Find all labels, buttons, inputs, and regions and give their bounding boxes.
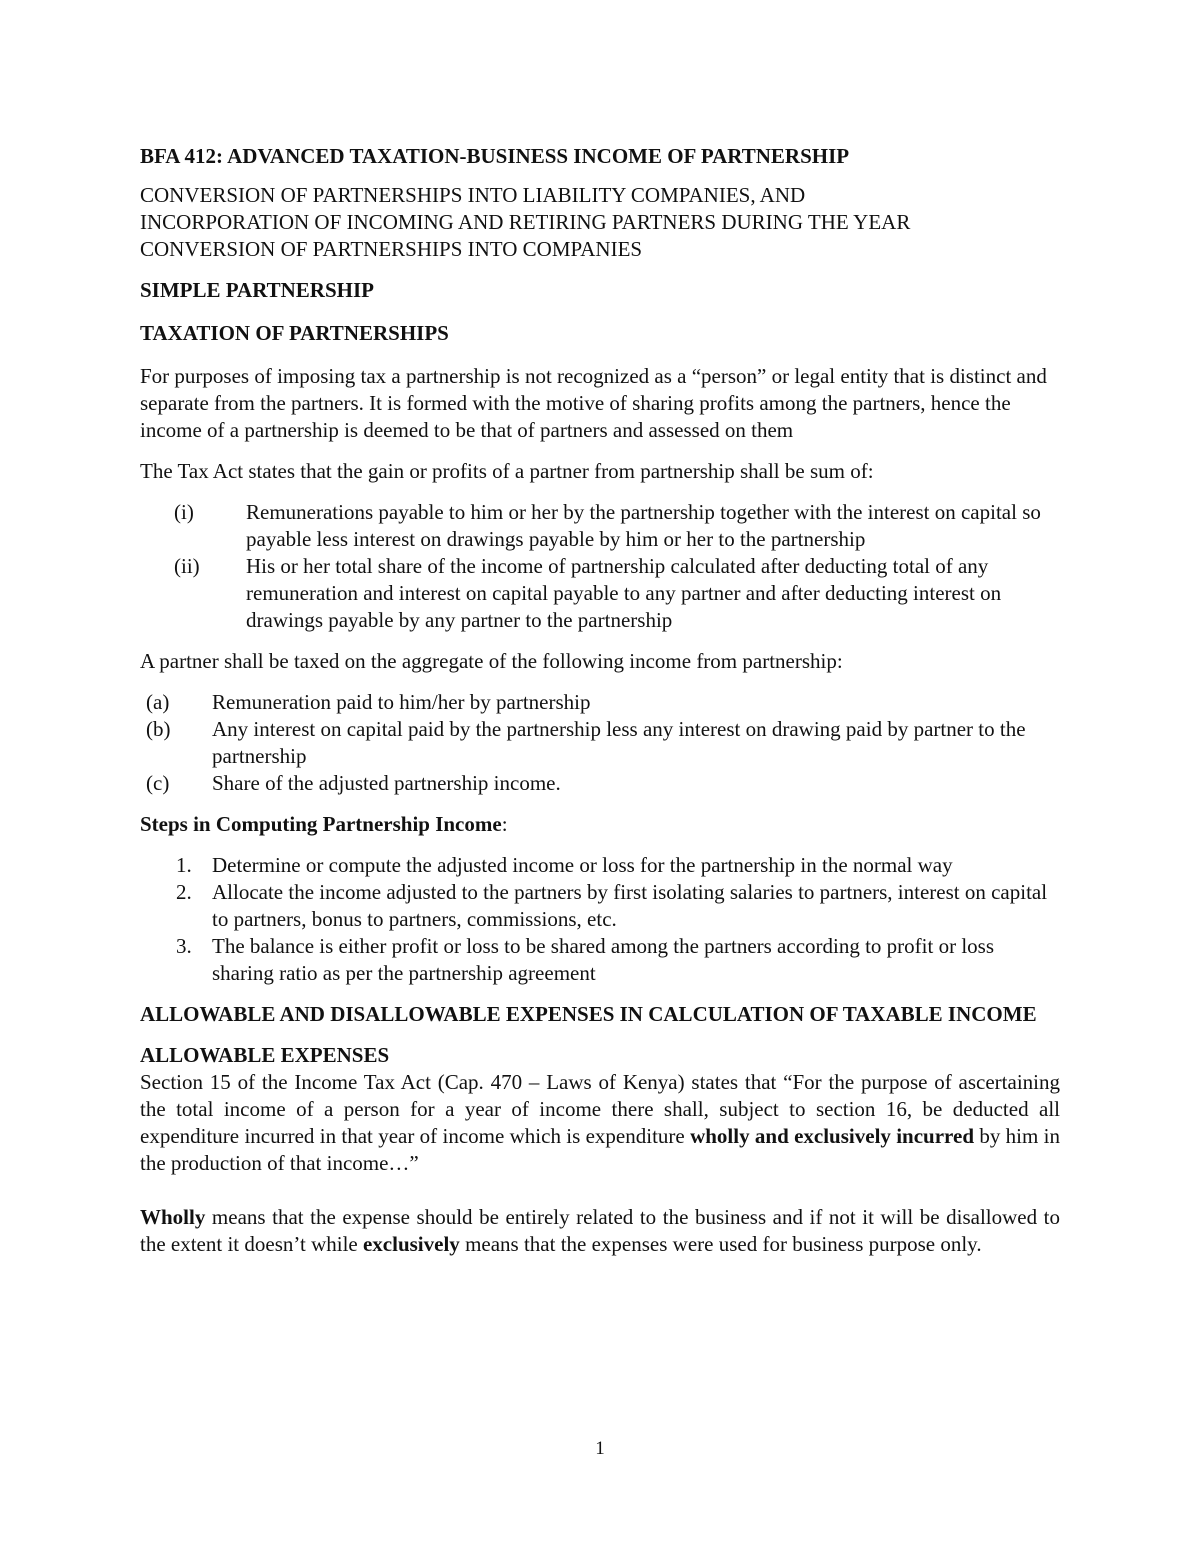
list-item <box>140 553 1060 634</box>
list-item <box>140 689 1060 716</box>
section15-text: Section 15 of the Income Tax Act (Cap. 470 – Laws of Kenya) states that “For the purpose of ascertaining the total income of a person for a year of income there shall, subject to section 16, be deducted all expenditure incurred in that year of income which is expenditure <box>140 1070 1060 1148</box>
wholly-text-end: means that the expenses were used for business purpose only. <box>459 1232 982 1256</box>
list-item-text: Remunerations payable to him or her by the partnership together with the interest on capital so payable less interest on drawings payable by him or her to the partnership <box>246 500 1041 551</box>
subtitle-line: CONVERSION OF PARTNERSHIPS INTO LIABILITY COMPANIES, AND <box>140 183 806 207</box>
list-item <box>140 716 1060 770</box>
list-item <box>140 770 1060 797</box>
paragraph-wholly <box>140 1204 1060 1258</box>
list-item-text: His or her total share of the income of partnership calculated after deducting total of any remuneration and interest on capital payable to any partner and after deducting interest on drawings payable by any partner to the partnership <box>246 554 1002 632</box>
heading-allowable-disallowable: ALLOWABLE AND DISALLOWABLE EXPENSES IN CALCULATION OF TAXABLE INCOME <box>140 1002 1037 1026</box>
list-item-text: Any interest on capital paid by the partnership less any interest on drawing paid by partner to the partnership <box>212 717 1026 768</box>
list-marker: (i) <box>174 500 194 524</box>
heading-allowable-expenses: ALLOWABLE EXPENSES <box>140 1043 390 1067</box>
steps-heading-colon: : <box>501 812 508 836</box>
list-marker: 3. <box>176 934 192 958</box>
wholly-bold: Wholly <box>140 1205 206 1229</box>
list-item <box>140 879 1060 933</box>
document-page <box>140 143 1060 1272</box>
heading-taxation-of-partnerships: TAXATION OF PARTNERSHIPS <box>140 321 449 345</box>
section15-text-end: by him in the production of that income…” <box>140 1124 1060 1175</box>
paragraph-aggregate: A partner shall be taxed on the aggregate of the following income from partnership: <box>140 649 843 673</box>
subtitle-line: INCORPORATION OF INCOMING AND RETIRING PARTNERS DURING THE YEAR <box>140 210 911 234</box>
list-item-text: The balance is either profit or loss to be shared among the partners according to profit or loss sharing ratio as per the partnership agreement <box>212 934 995 985</box>
steps-heading <box>140 811 1060 838</box>
paragraph-section-15 <box>140 1069 1060 1177</box>
wholly-text: means that the expense should be entirely related to the business and if not it will be disallowed to the extent it doesn’t while <box>140 1205 1060 1256</box>
list-marker: 1. <box>176 853 192 877</box>
list-marker: 2. <box>176 880 192 904</box>
document-title: BFA 412: ADVANCED TAXATION-BUSINESS INCOME OF PARTNERSHIP <box>140 144 850 168</box>
paragraph-purposes: For purposes of imposing tax a partnership is not recognized as a “person” or legal entity that is distinct and separate from the partners. It is formed with the motive of sharing profits among the partners, hence the income of a partnership is deemed to be that of partners and assessed on them <box>140 364 1047 442</box>
list-marker: (b) <box>146 717 171 741</box>
list-item-text: Share of the adjusted partnership income. <box>212 771 561 795</box>
paragraph-tax-act: The Tax Act states that the gain or profits of a partner from partnership shall be sum of: <box>140 459 874 483</box>
subtitle-line: CONVERSION OF PARTNERSHIPS INTO COMPANIES <box>140 237 643 261</box>
list-marker: (a) <box>146 690 170 714</box>
roman-list <box>140 499 1060 634</box>
section15-bold: wholly and exclusively incurred <box>690 1124 975 1148</box>
steps-heading-bold: Steps in Computing Partnership Income <box>140 812 502 836</box>
alpha-list <box>140 689 1060 797</box>
list-marker: (c) <box>146 771 170 795</box>
document-subtitle <box>140 182 1060 263</box>
list-item-text: Remuneration paid to him/her by partnership <box>212 690 591 714</box>
heading-simple-partnership: SIMPLE PARTNERSHIP <box>140 278 374 302</box>
list-item-text: Determine or compute the adjusted income or loss for the partnership in the normal way <box>212 853 953 877</box>
list-item <box>140 933 1060 987</box>
list-item <box>140 852 1060 879</box>
list-item <box>140 499 1060 553</box>
page-number: 1 <box>595 1438 605 1459</box>
exclusively-bold: exclusively <box>362 1232 460 1256</box>
list-item-text: Allocate the income adjusted to the partners by first isolating salaries to partners, interest on capital to partners, bonus to partners, commissions, etc. <box>212 880 1048 931</box>
list-marker: (ii) <box>174 554 200 578</box>
steps-list <box>140 852 1060 987</box>
